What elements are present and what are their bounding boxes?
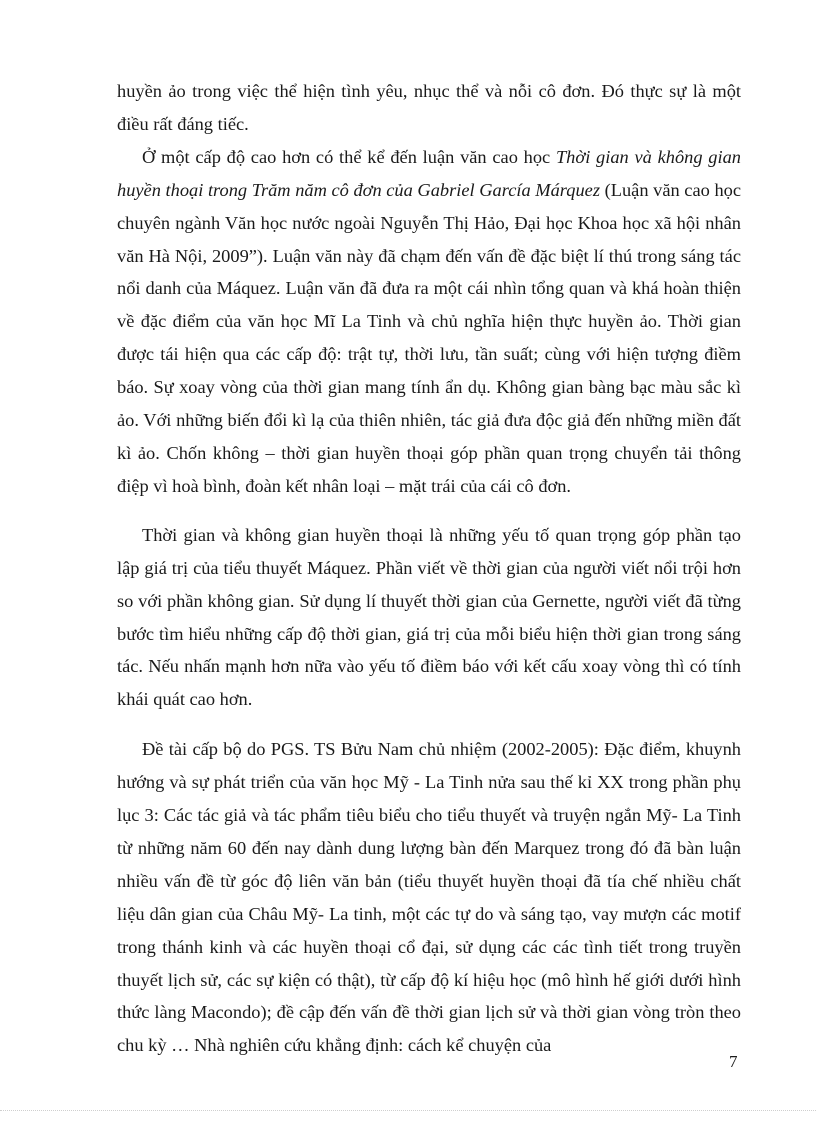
thesis-title: Thời gian và không gian huyền thoại trong Trăm năm cô đơn của Gabriel García Márquez (117, 146, 741, 200)
body-text (117, 75, 741, 1062)
paragraph-3: Thời gian và không gian huyền thoại là những yếu tố quan trọng góp phần tạo lập giá trị của tiểu thuyết Máquez. Phần viết về thời gian của người viết nổi trội hơn so với phần không gian. Sử dụng lí thuyết thời gian của Gernette, người viết đã từng bước tìm hiểu những cấp độ thời gian, giá trị của mỗi biểu hiện thời gian trong sáng tác. Nếu nhấn mạnh hơn nữa vào yếu tố điềm báo với kết cấu xoay vòng thì có tính khái quát cao hơn. (117, 524, 741, 710)
paragraph-2 (117, 141, 741, 503)
page-bottom-divider (0, 1110, 816, 1111)
paragraph-2-lead: Ở một cấp độ cao hơn có thể kể đến luận văn cao học (142, 146, 556, 167)
paragraph-2-rest: (Luận văn cao học chuyên ngành Văn học nước ngoài Nguyễn Thị Hảo, Đại học Khoa học xã hội nhân văn Hà Nội, 2009”). Luận văn này đã chạm đến vấn đề đặc biệt lí thú trong sáng tác nổi danh của Máquez. Luận văn đã đưa ra một cái nhìn tổng quan và khá hoàn thiện về đặc điểm của văn học Mĩ La Tinh và chủ nghĩa hiện thực huyền ảo. Thời gian được tái hiện qua các cấp độ: trật tự, thời lưu, tần suất; cùng với hiện tượng điềm báo. Sự xoay vòng của thời gian mang tính ẩn dụ. Không gian bàng bạc màu sắc kì ảo. Với những biến đổi kì lạ của thiên nhiên, tác giả đưa độc giả đến những miền đất kì ảo. Chốn không – thời gian huyền thoại góp phần quan trọng chuyển tải thông điệp vì hoà bình, đoàn kết nhân loại – mặt trái của cái cô đơn. (117, 179, 741, 496)
page-number: 7 (729, 1052, 738, 1071)
paragraph-1: huyền ảo trong việc thể hiện tình yêu, nhục thể và nỗi cô đơn. Đó thực sự là một điều rất đáng tiếc. (117, 81, 741, 134)
paragraph-4: Đề tài cấp bộ do PGS. TS Bửu Nam chủ nhiệm (2002-2005): Đặc điểm, khuynh hướng và sự phát triển của văn học Mỹ - La Tinh nửa sau thế kỉ XX trong phần phụ lục 3: Các tác giả và tác phẩm tiêu biểu cho tiểu thuyết và truyện ngắn Mỹ- La Tinh từ những năm 60 đến nay dành dung lượng bàn đến Marquez trong đó đã bàn luận nhiều vấn đề từ góc độ liên văn bản (tiểu thuyết huyền thoại đã tía chế nhiều chất liệu dân gian của Châu Mỹ- La tinh, một các tự do và sáng tạo, vay mượn các motif trong thánh kinh và các huyền thoại cổ đại, sử dụng các các tình tiết trong truyền thuyết lịch sử, các sự kiện có thật), từ cấp độ kí hiệu học (mô hình hế giới dưới hình thức làng Macondo); đề cập đến vấn đề thời gian lịch sử và thời gian vòng tròn theo chu kỳ … Nhà nghiên cứu khẳng định: cách kể chuyện của (117, 739, 741, 1056)
